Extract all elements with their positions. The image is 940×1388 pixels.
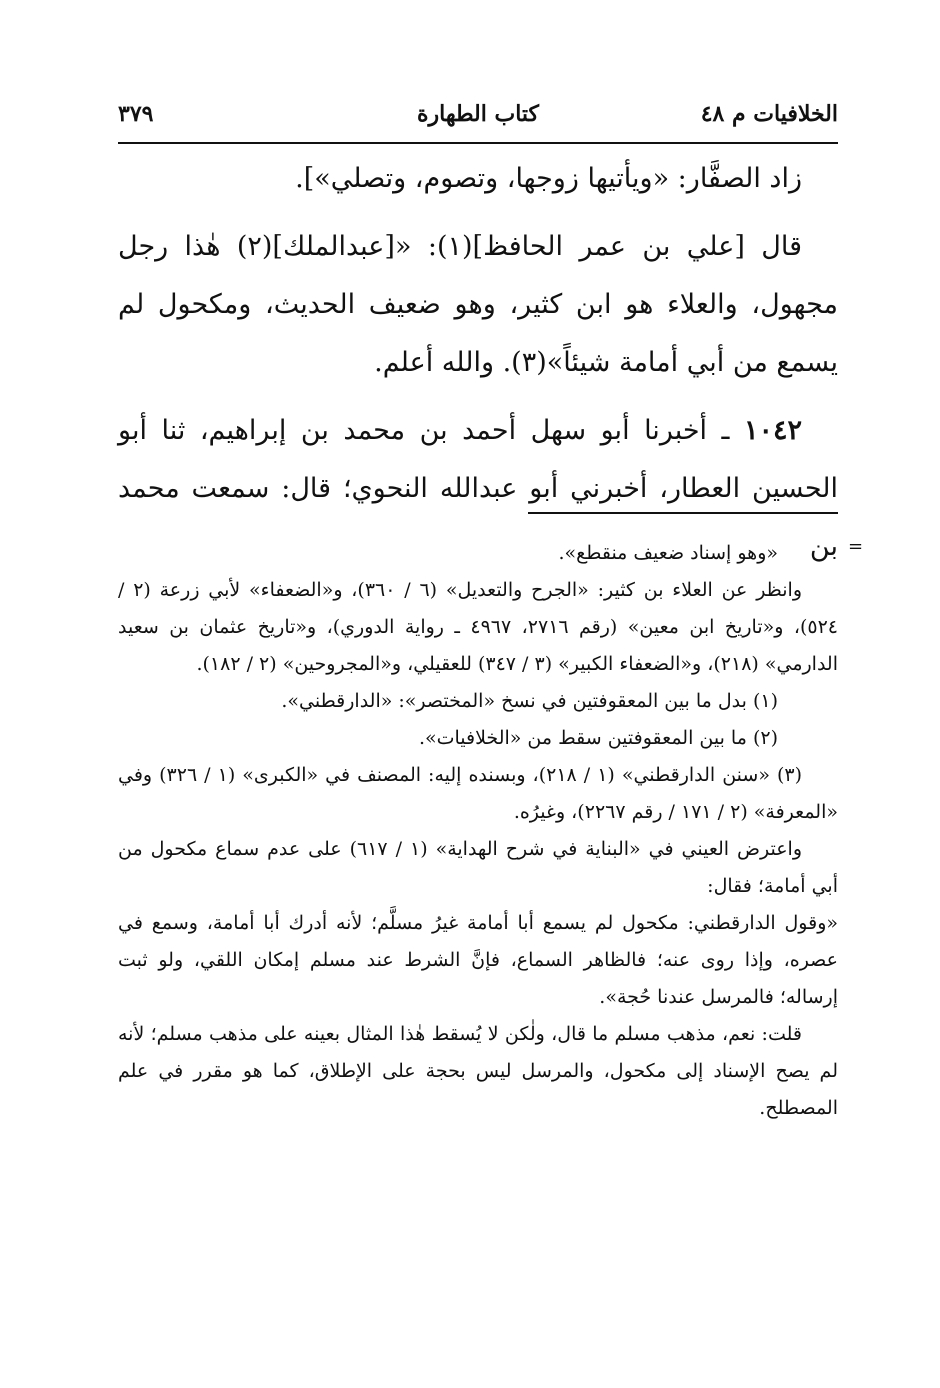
paragraph-saffar: زاد الصفَّار: «ويأتيها زوجها، وتصوم، وتصلي»]. <box>295 163 802 194</box>
footnote-3-reply: قلت: نعم، مذهب مسلم ما قال، ولٰكن لا يُسقط هٰذا المثال بعينه على مذهب مسلم؛ لأنه لم يصح الإسناد إلى مكحول، والمرسل ليس بحجة على الإطلاق، كما هو مقرر في علم المصطلح. <box>118 1023 838 1119</box>
header-chapter-title: كتاب الطهارة <box>416 101 540 127</box>
header-rule <box>118 142 838 144</box>
page-number: ٣٧٩ <box>118 101 154 127</box>
hadith-number: ١٠٤٢ <box>743 415 802 446</box>
paragraph-daraqutni: قال [علي بن عمر الحافظ](١): «[عبدالملك](٢) هٰذا رجل مجهول، والعلاء هو ابن كثير، وهو ضعيف الحديث، ومكحول لم يسمع من أبي أمامة شيئاً»(٣). والله أعلم. <box>118 231 838 378</box>
footnote-2: (٢) ما بين المعقوفتين سقط من «الخلافيات». <box>418 727 778 749</box>
footnotes <box>118 535 838 1127</box>
footnote-ala-sources: وانظر عن العلاء بن كثير: «الجرح والتعديل» (٦ / ٣٦٠)، و«الضعفاء» لأبي زرعة (٢ / ٥٢٤)، و«تاريخ ابن معين» (رقم ٢٧١٦، ٤٩٦٧ ـ رواية الدوري)، و«تاريخ عثمان بن سعيد الدارمي» (٢١٨)، و«الضعفاء الكبير» (٣ / ٣٤٧) للعقيلي، و«المجروحين» (٢ / ١٨٢). <box>118 579 839 675</box>
footnote-separator <box>528 512 838 514</box>
page-header <box>118 92 838 136</box>
footnote-3-aini: واعترض العيني في «البناية في شرح الهداية» (١ / ٦١٧) على عدم سماع مكحول من أبي أمامة؛ فقال: <box>118 838 838 897</box>
footnote-continued: «وهو إسناد ضعيف منقطع». <box>558 542 778 564</box>
footnote-1: (١) بدل ما بين المعقوفتين في نسخ «المختصر»: «الدارقطني». <box>281 690 778 712</box>
hadith-text: ـ أخبرنا أبو سهل أحمد بن محمد بن إبراهيم، ثنا أبو الحسين العطار، أخبرني أبو عبدالله النحوي؛ قال: سمعت محمد بن <box>118 415 838 562</box>
footnote-3-quote: «وقول الدارقطني: مكحول لم يسمع أبا أمامة غيرُ مسلَّم؛ لأنه أدرك أبا أمامة، وسمع في عصره، وإذا روى عنه؛ فالظاهر السماع، فإنَّ الشرط عند مسلم إمكان اللقي، ولو ثبت إرساله؛ فالمرسل عندنا حُجة». <box>118 912 838 1008</box>
footnote-continuation-mark: = <box>848 536 864 557</box>
footnote-3: (٣) «سنن الدارقطني» (١ / ٢١٨)، وبسنده إليه: المصنف في «الكبرى» (١ / ٣٢٦) وفي «المعرفة» (٢ / ١٧١ / رقم ٢٢٦٧)، وغيرُه. <box>118 764 838 823</box>
header-book-volume: الخلافيات م ٤٨ <box>700 101 838 127</box>
